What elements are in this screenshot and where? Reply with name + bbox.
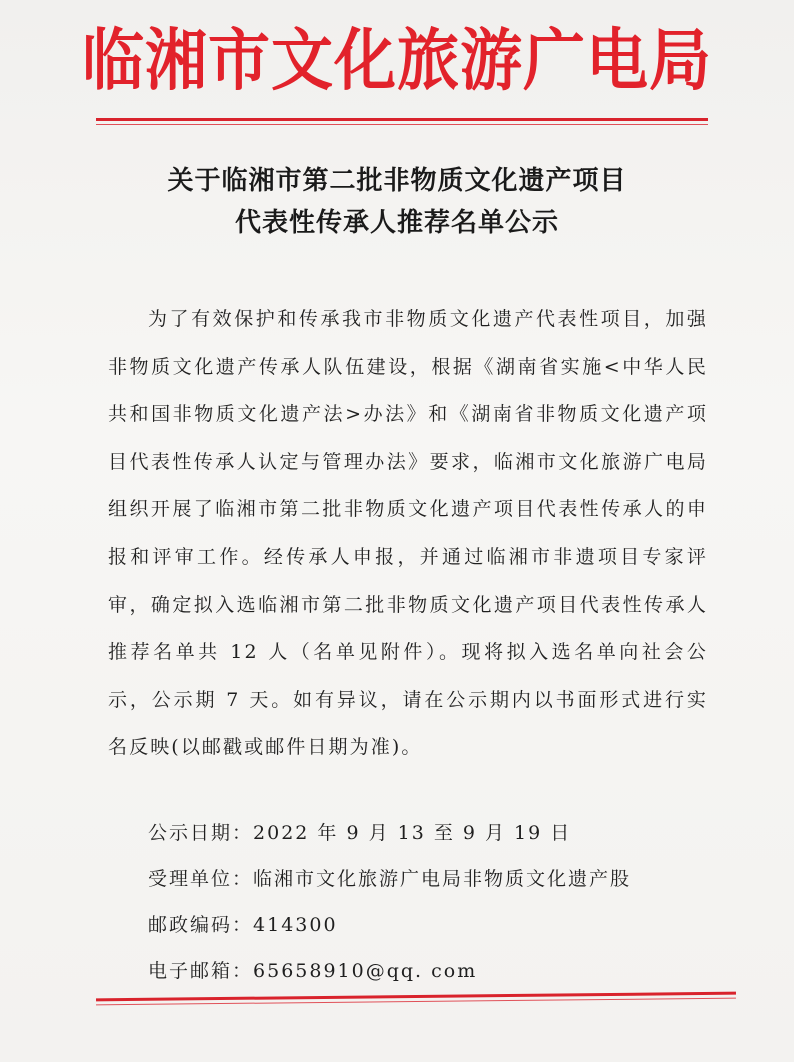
document-title-line-2: 代表性传承人推荐名单公示 [234,208,559,238]
info-accepting-unit [148,864,631,891]
document-title-line-1: 关于临湘市第二批非物质文化遗产项目 [167,166,627,196]
info-postcode [148,910,338,937]
info-publicity-period [148,818,571,845]
info-postcode-label: 邮政编码： [148,914,254,936]
info-email [148,956,477,983]
info-postcode-value: 414300 [253,914,338,936]
masthead-red-rule [96,118,708,121]
masthead-red-rule-thin [96,124,708,125]
info-accepting-unit-value: 临湘市文化旅游广电局非物质文化遗产股 [253,868,632,890]
info-email-label: 电子邮箱： [148,960,254,982]
info-publicity-period-value: 2022 年 9 月 13 至 9 月 19 日 [253,822,572,844]
info-accepting-unit-label: 受理单位： [148,868,254,890]
info-publicity-period-label: 公示日期： [148,822,254,844]
footer-red-rule [96,992,736,1002]
masthead-org-name: 临湘市文化旅游广电局 [81,21,712,100]
document-body-paragraph: 为了有效保护和传承我市非物质文化遗产代表性项目，加强非物质文化遗产传承人队伍建设，根据《湖南省实施<中华人民共和国非物质文化遗产法>办法》和《湖南省非物质文化遗产项目代表性传承人认定与管理办法》要求，临湘市文化旅游广电局组织开展了临湘市第二批非物质文化遗产项目代表性传承人的申报和评审工作。经传承人申报，并通过临湘市非遗项目专家评审，确定拟入选临湘市第二批非物质文化遗产项目代表性传承人推荐名单共 12 人（名单见附件）。现将拟入选名单向社会公示，公示期 7 天。如有异议，请在公示期内以书面形式进行实名反映(以邮戳或邮件日期为准)。 [108,308,708,759]
info-email-value: 65658910@qq. com [253,960,478,982]
